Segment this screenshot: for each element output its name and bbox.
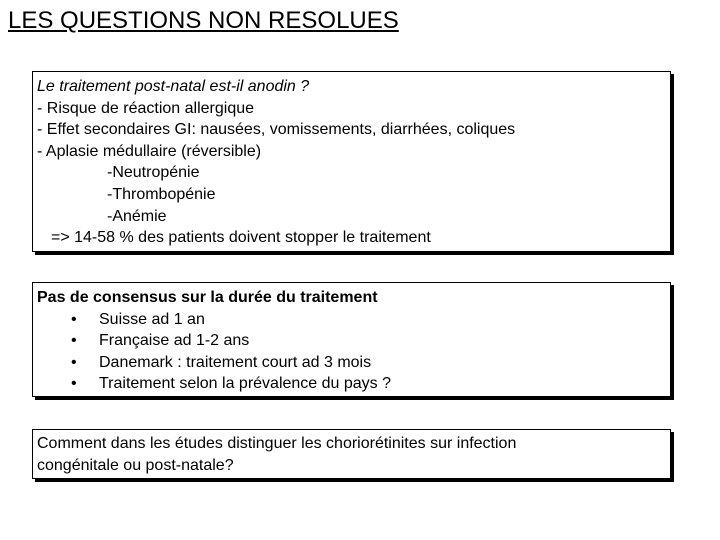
- bullet-icon: •: [71, 375, 77, 393]
- box1-heading: Le traitement post-natal est-il anodin ?: [37, 78, 310, 95]
- box1-sub-neutropenia: -Neutropénie: [107, 164, 200, 182]
- box1-sub-thrombopenia: -Thrombopénie: [107, 185, 216, 203]
- box1-conclusion: => 14-58 % des patients doivent stopper le traitement: [51, 229, 431, 247]
- treatment-duration-box: [32, 282, 671, 397]
- list-item: • Danemark : traitement court ad 3 mois: [37, 352, 670, 374]
- bullet-icon: •: [71, 310, 77, 328]
- chorioretinitis-question-box: [32, 429, 671, 479]
- box3-line-1: Comment dans les études distinguer les choriorétinites sur infection: [37, 435, 517, 452]
- list-item: • Suisse ad 1 an: [37, 309, 670, 331]
- post-natal-treatment-box: [32, 71, 671, 252]
- list-item: • Française ad 1-2 ans: [37, 330, 670, 352]
- bullet-icon: •: [71, 332, 77, 350]
- box1-line-aplasia: - Aplasie médullaire (réversible): [37, 142, 262, 160]
- box1-line-gi-effects: - Effet secondaires GI: nausées, vomissements, diarrhées, coliques: [37, 121, 516, 139]
- box1-line-allergy: - Risque de réaction allergique: [37, 99, 255, 117]
- box1-sub-anemia: -Anémie: [107, 207, 167, 225]
- page-title: LES QUESTIONS NON RESOLUES: [8, 7, 399, 34]
- list-item: • Traitement selon la prévalence du pays ?: [37, 373, 670, 395]
- box2-heading: Pas de consensus sur la durée du traitement: [37, 289, 378, 306]
- box3-line-2: congénitale ou post-natale?: [37, 456, 234, 474]
- bullet-icon: •: [71, 353, 77, 371]
- duration-list: [37, 309, 670, 395]
